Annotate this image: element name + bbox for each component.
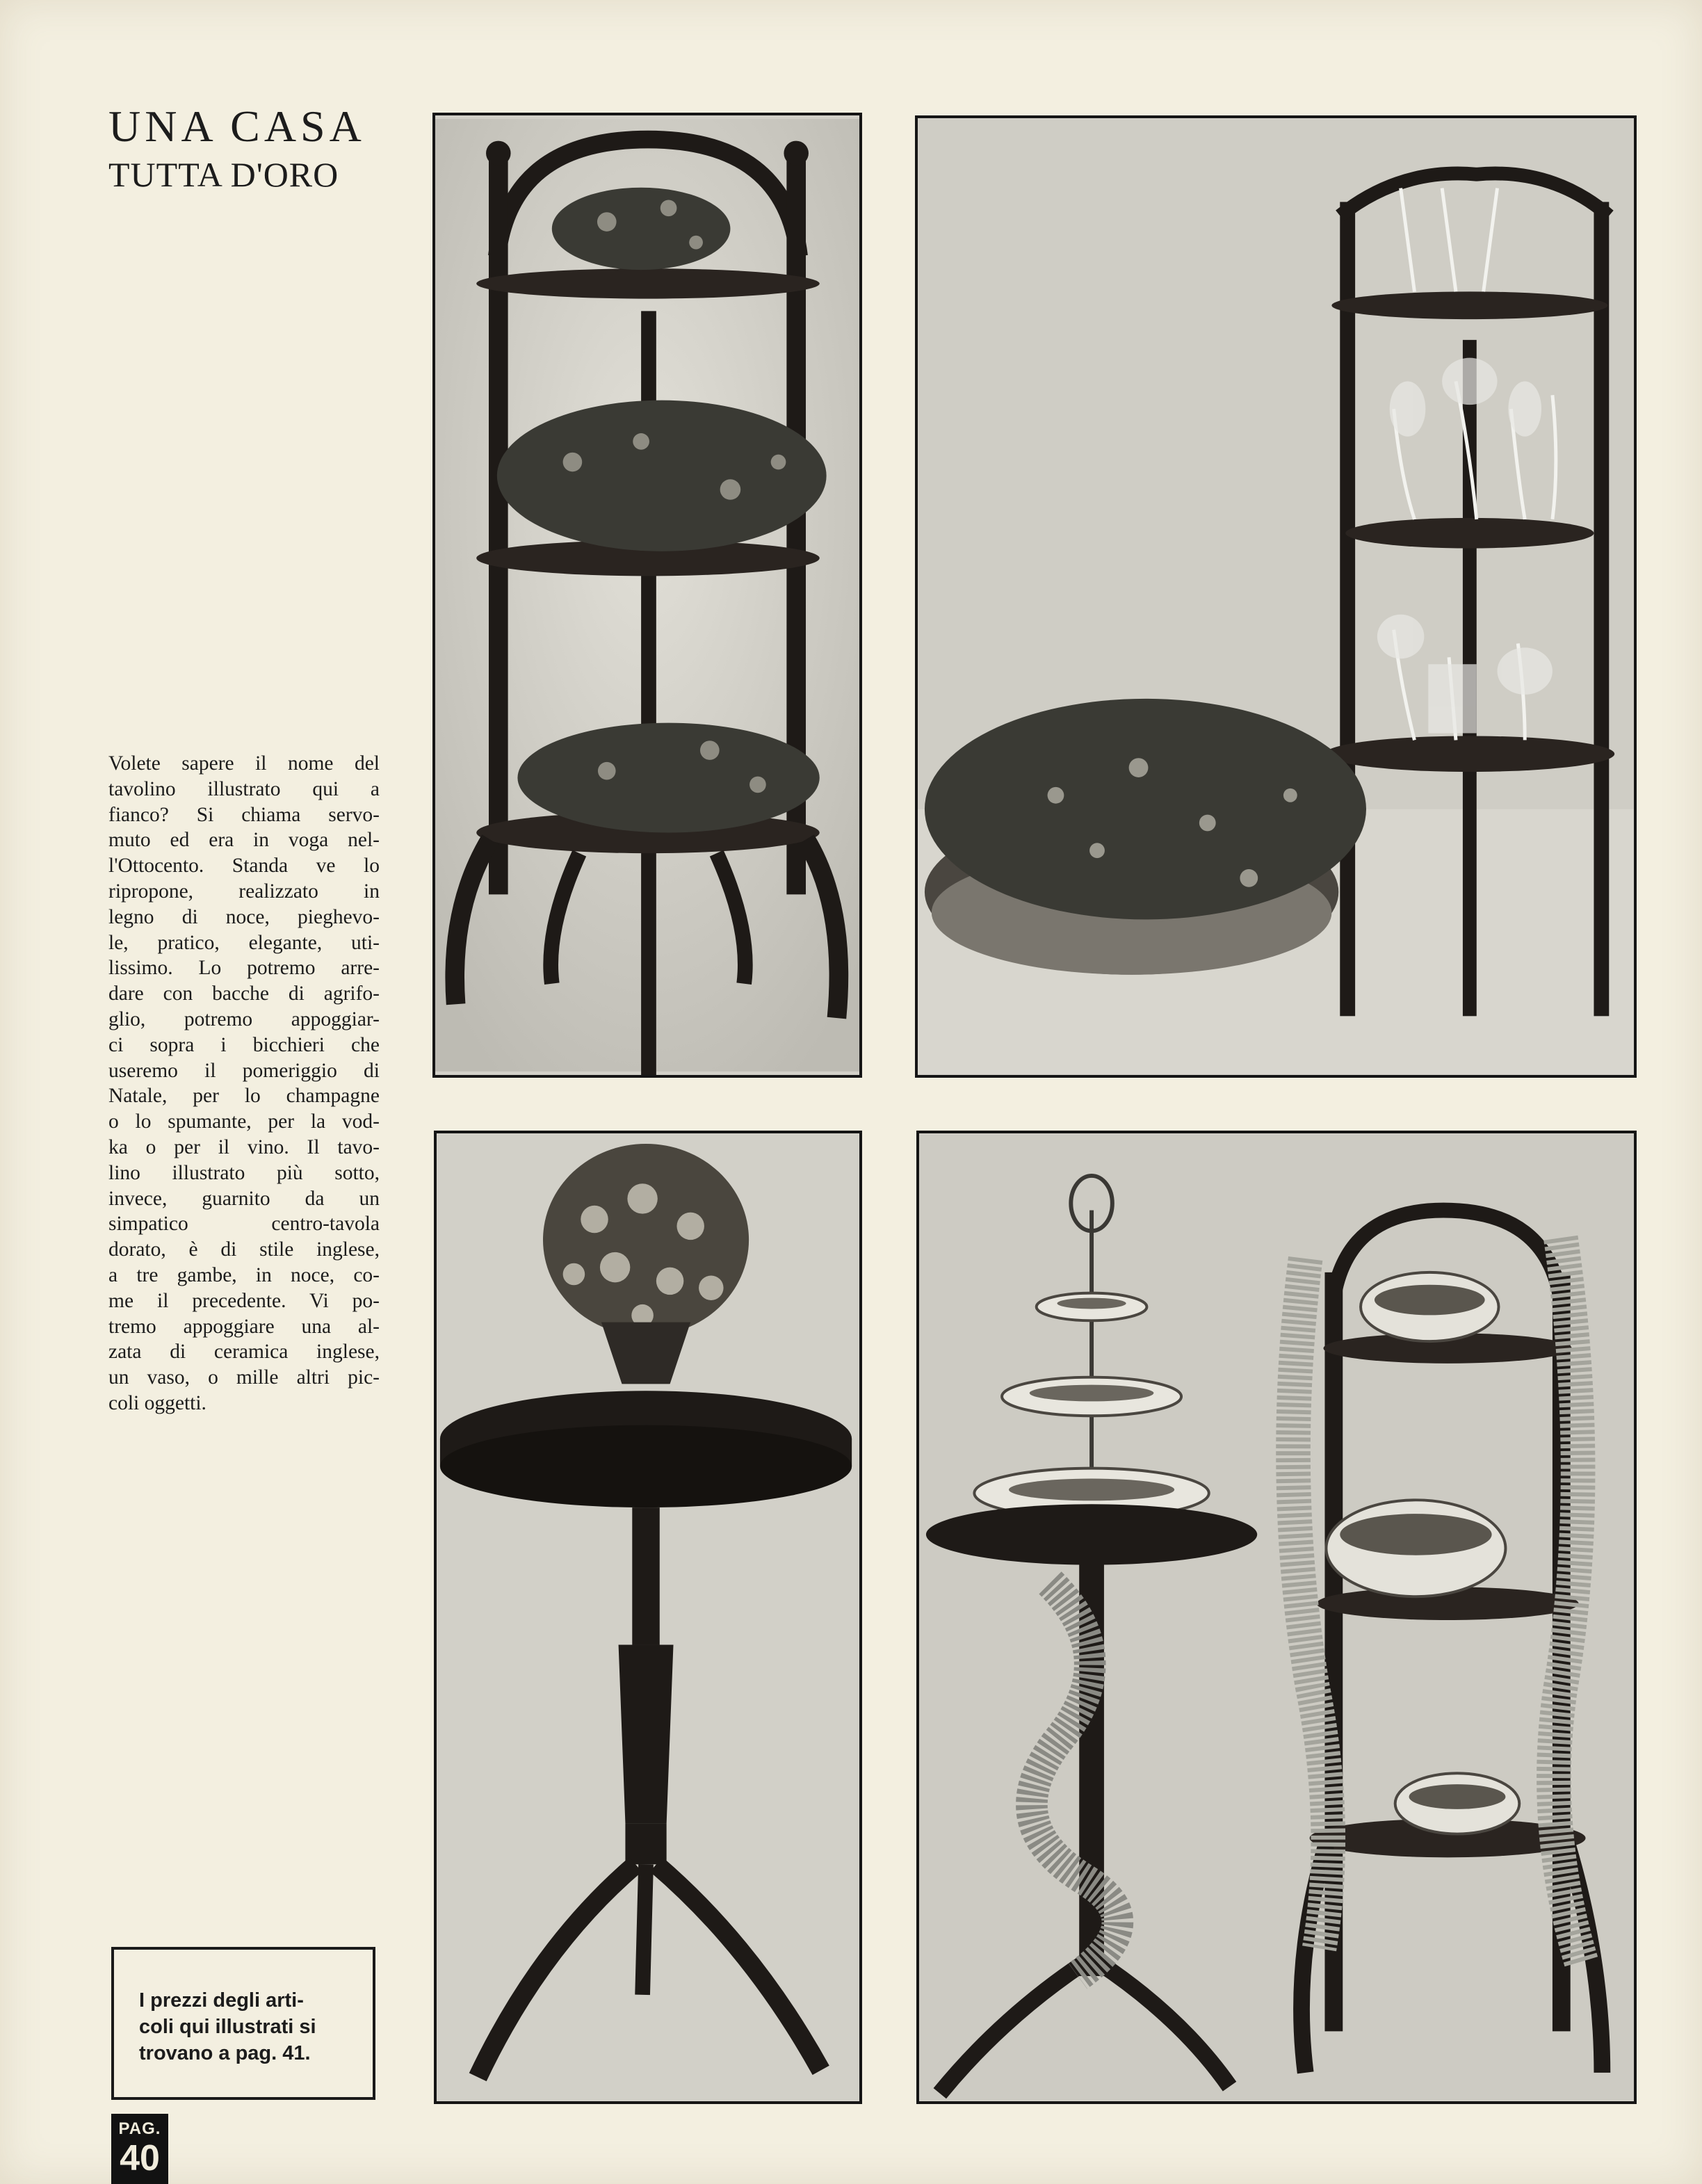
body-line: simpatico centro-tavola xyxy=(108,1213,380,1236)
body-line: glio, potremo appoggiar- xyxy=(108,1008,380,1030)
body-line: zata di ceramica inglese, xyxy=(108,1341,380,1364)
body-line: tremo appoggiare una al- xyxy=(108,1315,380,1338)
body-line: dorato, è di stile inglese, xyxy=(108,1238,380,1261)
cake-stand-bowls-illustration xyxy=(919,1133,1634,2101)
body-line: ka o per il vino. Il tavo- xyxy=(108,1135,380,1158)
body-line: useremo il pomeriggio di xyxy=(108,1059,380,1082)
body-line: o lo spumante, per la vod- xyxy=(108,1110,380,1133)
price-note-line: I prezzi degli arti- xyxy=(139,1989,304,2012)
price-note-line: trovano a pag. 41. xyxy=(139,2042,311,2064)
pedestal-table-illustration xyxy=(437,1133,859,2101)
body-line: ripropone, realizzato in xyxy=(108,880,380,903)
body-line: me il precedente. Vi po- xyxy=(108,1289,380,1312)
page-label: PAG. xyxy=(118,2119,161,2138)
photo-servomuto-holly xyxy=(432,113,862,1078)
article-subtitle: TUTTA D'ORO xyxy=(108,155,339,194)
body-line: Volete sapere il nome del xyxy=(108,752,380,775)
servomuto-holly-illustration xyxy=(435,115,859,1075)
photo-pedestal-table-centerpiece xyxy=(434,1131,862,2104)
body-line: ci sopra i bicchieri che xyxy=(108,1033,380,1056)
price-note-box xyxy=(111,1947,375,2100)
body-line: invece, guarnito da un xyxy=(108,1187,380,1210)
page-number-tab xyxy=(111,2114,168,2184)
body-line: legno di noce, pieghevo- xyxy=(108,905,380,928)
body-line: l'Ottocento. Standa ve lo xyxy=(108,855,380,877)
photo-cake-stand-and-bowls xyxy=(916,1131,1637,2104)
body-line: tavolino illustrato qui a xyxy=(108,777,380,800)
body-line: dare con bacche di agrifo- xyxy=(108,982,380,1005)
page-number: 40 xyxy=(120,2138,160,2178)
photo-stand-glasses-basket xyxy=(915,115,1637,1078)
body-line: coli oggetti. xyxy=(108,1391,206,1414)
body-line: fianco? Si chiama servo- xyxy=(108,803,380,826)
body-line: un vaso, o mille altri pic- xyxy=(108,1366,380,1389)
body-line: Natale, per lo champagne xyxy=(108,1085,380,1108)
body-line: le, pratico, elegante, uti- xyxy=(108,931,380,954)
price-note-line: coli qui illustrati si xyxy=(139,2016,316,2038)
glasses-basket-illustration xyxy=(918,118,1634,1075)
body-line: lino illustrato più sotto, xyxy=(108,1161,380,1184)
article-body xyxy=(108,751,380,1416)
body-line: muto ed era in voga nel- xyxy=(108,829,380,852)
body-line: lissimo. Lo potremo arre- xyxy=(108,957,380,980)
article-title: UNA CASA xyxy=(108,102,366,151)
body-line: a tre gambe, in noce, co- xyxy=(108,1263,380,1286)
